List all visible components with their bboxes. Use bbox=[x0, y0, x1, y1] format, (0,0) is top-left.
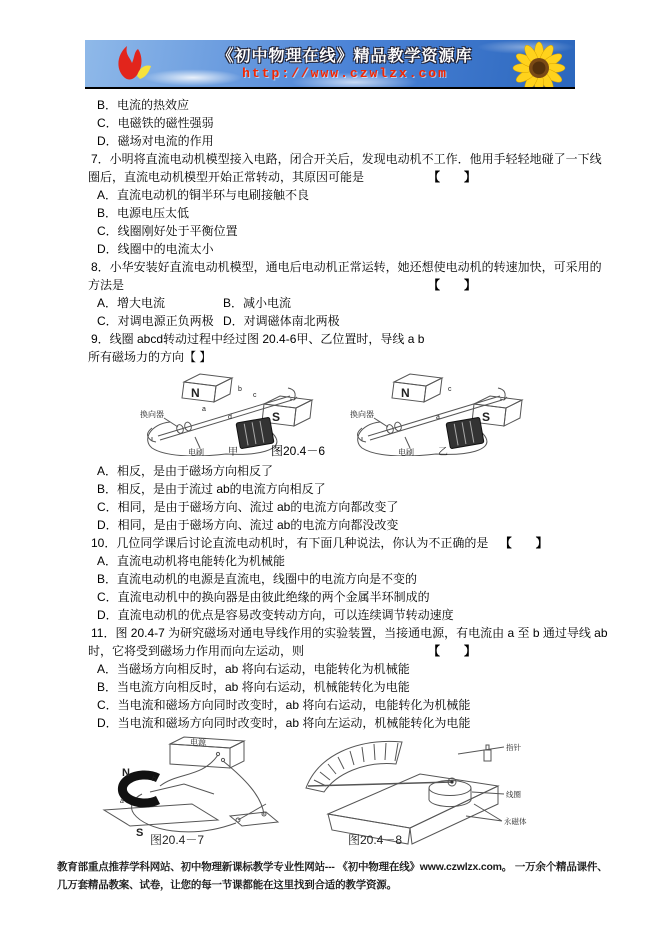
fig7-s-pole-label: S bbox=[136, 827, 144, 839]
q8-option-b: B．减小电流 bbox=[223, 296, 292, 310]
prev-option-b: B．电流的热效应 bbox=[97, 98, 190, 112]
yi-sublabel: 乙 bbox=[438, 447, 448, 456]
yi-letter-a: a bbox=[436, 414, 440, 421]
q7-option-a: A．直流电动机的铜半环与电刷接触不良 bbox=[97, 188, 310, 202]
q8-stem-line2 bbox=[88, 276, 608, 294]
q7-answer-bracket: 【 】 bbox=[428, 170, 477, 184]
prev-option-c: C．电磁铁的磁性强弱 bbox=[97, 116, 214, 130]
footer-line1: 教育部重点推荐学科网站、初中物理新课标教学专业性网站--- 《初中物理在线》www.czwlzx.com。 一万余个精品课件、 bbox=[57, 861, 608, 873]
pointer-label: 指针 bbox=[506, 743, 521, 752]
jia-brush-label: 电刷 bbox=[188, 448, 204, 456]
q7-stem-line2-text: 圈后，直流电动机模型开始正常转动，其原因可能是 bbox=[88, 170, 365, 184]
fig7-n-pole-label: N bbox=[122, 767, 130, 779]
fig7-letter-a: a bbox=[120, 798, 124, 805]
figures-20-4-7-and-8 bbox=[88, 732, 608, 850]
jia-letter-a: a bbox=[202, 406, 206, 413]
yi-n-pole-label: N bbox=[401, 386, 410, 400]
current-meter-drawing bbox=[298, 734, 548, 846]
yi-commutator-label: 换向器 bbox=[350, 410, 374, 419]
q7-option-d: D．线圈中的电流太小 bbox=[97, 242, 214, 256]
q7-stem-line1: 7．小明将直流电动机模型接入电路，闭合开关后，发现电动机不工作．他用手轻轻地碰了一下线 bbox=[91, 152, 602, 166]
q9-stem-line1: 9．线圈 abcd转动过程中经过图 20.4-6甲、乙位置时，导线 a b bbox=[91, 332, 425, 346]
q7-stem-line2 bbox=[88, 168, 608, 186]
yi-s-pole-label: S bbox=[482, 410, 491, 424]
q11-answer-bracket: 【 】 bbox=[428, 644, 477, 658]
q10-option-a: A．直流电动机将电能转化为机械能 bbox=[97, 554, 286, 568]
q11-stem-line1: 11．图 20.4-7 为研究磁场对通电导线作用的实验装置，当接通电源，有电流由 a 至 b 通过导线 ab bbox=[91, 626, 608, 640]
q11-stem-line2 bbox=[88, 642, 608, 660]
site-footer bbox=[57, 859, 637, 894]
q9-stem-line2: 所有磁场力的方向【 】 bbox=[88, 350, 212, 364]
q11-option-b: B．当电流方向相反时，ab 将向右运动，机械能转化为电能 bbox=[97, 680, 410, 694]
jia-letter-d: d bbox=[228, 414, 232, 421]
banner-title: 《初中物理在线》精品教学资源库 bbox=[217, 48, 473, 65]
magnet-experiment-drawing bbox=[94, 734, 289, 846]
q7-option-b: B．电源电压太低 bbox=[97, 206, 190, 220]
figure-20-4-7-caption: 图20.4－7 bbox=[150, 833, 205, 846]
q10-option-d: D．直流电动机的优点是容易改变转动方向，可以连续调节转动速度 bbox=[97, 608, 454, 622]
jia-letter-c: c bbox=[253, 392, 257, 399]
power-supply-label: 电源 bbox=[190, 738, 206, 747]
jia-sublabel: 甲 bbox=[228, 447, 238, 456]
q10-option-b: B．直流电动机的电源是直流电，线圈中的电流方向是不变的 bbox=[97, 572, 418, 586]
jia-s-pole-label: S bbox=[272, 410, 281, 424]
prev-option-d: D．磁场对电流的作用 bbox=[97, 134, 214, 148]
q8-stem-line2-text: 方法是 bbox=[88, 278, 125, 292]
q8-option-row2 bbox=[88, 312, 608, 330]
q11-option-d: D．当电流和磁场方向同时改变时，ab 将向左运动，机械能转化为电能 bbox=[97, 716, 471, 730]
q8-option-row1 bbox=[88, 294, 608, 312]
q11-stem-line2-text: 时，它将受到磁场力作用而向左运动，则 bbox=[88, 644, 305, 658]
jia-letter-b: b bbox=[238, 386, 242, 393]
q11-option-c: C．当电流和磁场方向同时改变时，ab 将向右运动，电能转化为机械能 bbox=[97, 698, 471, 712]
q8-option-a: A．增大电流 bbox=[97, 296, 166, 310]
worksheet-body bbox=[88, 96, 608, 850]
q8-option-d: D．对调磁体南北两极 bbox=[223, 314, 340, 328]
q7-option-c: C．线圈刚好处于平衡位置 bbox=[97, 224, 238, 238]
jia-commutator-label: 换向器 bbox=[140, 410, 164, 419]
figure-20-4-8-caption: 图20.4－8 bbox=[348, 833, 403, 846]
banner-url-link[interactable]: http://www.czwlzx.com bbox=[242, 66, 448, 81]
q10-stem bbox=[88, 534, 608, 552]
figure-20-4-6-caption: 图20.4－6 bbox=[270, 444, 326, 458]
yi-letter-c: c bbox=[448, 386, 452, 393]
sunflower-icon bbox=[511, 40, 567, 89]
figure-20-4-6 bbox=[88, 366, 608, 462]
q9-option-a: A．相反，是由于磁场方向相反了 bbox=[97, 464, 274, 478]
footer-line2: 几万套精品教案、试卷，让您的每一节课都能在这里找到合适的教学资源。 bbox=[57, 878, 397, 891]
banner-text-block bbox=[195, 43, 495, 81]
q8-stem-line1: 8．小华安装好直流电动机模型，通电后电动机正常运转，她还想使电动机的转速加快，可采用的 bbox=[91, 260, 602, 274]
yi-brush-label: 电刷 bbox=[398, 448, 414, 456]
site-logo-icon bbox=[109, 42, 153, 84]
q8-answer-bracket: 【 】 bbox=[428, 278, 477, 292]
q10-stem-text: 10．几位同学课后讨论直流电动机时，有下面几种说法，你认为不正确的是 bbox=[91, 536, 489, 550]
q9-option-d: D．相同，是由于磁场方向、流过 ab的电流方向都没改变 bbox=[97, 518, 399, 532]
q9-option-c: C．相同，是由于磁场方向、流过 ab的电流方向都改变了 bbox=[97, 500, 399, 514]
coil-label: 线圈 bbox=[506, 790, 521, 799]
jia-n-pole-label: N bbox=[191, 386, 200, 400]
q8-option-c: C．对调电源正负两极 bbox=[97, 314, 214, 328]
q11-option-a: A．当磁场方向相反时，ab 将向右运动，电能转化为机械能 bbox=[97, 662, 410, 676]
motor-model-yi-drawing bbox=[350, 366, 545, 456]
q10-option-c: C．直流电动机中的换向器是由彼此绝缘的两个金属半环制成的 bbox=[97, 590, 430, 604]
q10-answer-bracket: 【 】 bbox=[499, 536, 548, 550]
site-banner bbox=[85, 40, 575, 89]
q9-option-b: B．相反，是由于流过 ab的电流方向相反了 bbox=[97, 482, 326, 496]
permanent-magnet-label: 永磁体 bbox=[504, 817, 527, 826]
fig7-letter-b: b bbox=[152, 776, 156, 783]
